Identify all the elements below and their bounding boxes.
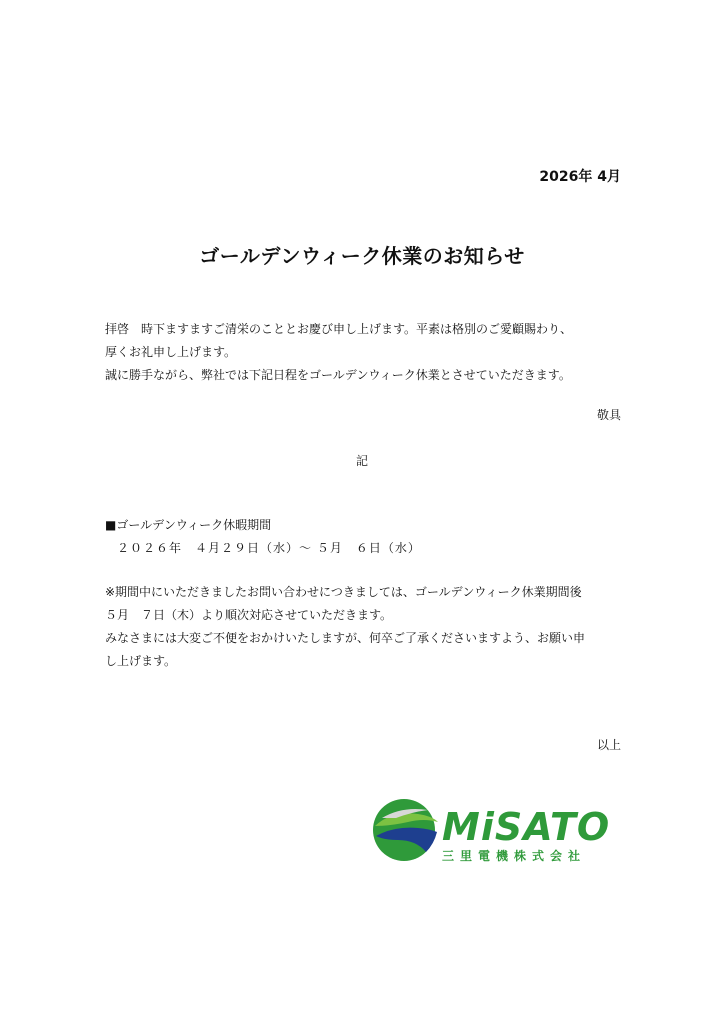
notice-line: し上げます。 — [105, 654, 177, 668]
misato-logo-icon — [372, 796, 622, 866]
greeting-line: 拝啓 時下ますますご清栄のこととお慶び申し上げます。平素は格別のご愛顧賜わり、 — [105, 322, 573, 336]
logo-wordmark: MiSATO — [442, 805, 611, 849]
notice-line: ５月 ７日（木）より順次対応させていただきます。 — [105, 608, 393, 622]
holiday-period-heading: ■ゴールデンウィーク休暇期間 — [105, 518, 272, 532]
document-title: ゴールデンウィーク休業のお知らせ — [199, 244, 525, 268]
closing-ijo: 以上 — [596, 738, 621, 752]
holiday-period-section — [105, 514, 625, 560]
holiday-period-range: ２０２６年 ４月２９日（水）～ ５月 ６日（水） — [117, 541, 421, 555]
greeting-line: 誠に勝手ながら、弊社では下記日程をゴールデンウィーク休業とさせていただきます。 — [105, 368, 571, 382]
greeting-paragraph — [105, 318, 625, 387]
company-logo — [372, 796, 622, 866]
logo-company-name: 三里電機株式会社 — [442, 849, 587, 863]
ki-marker: 記 — [355, 454, 368, 468]
document-date: 2026年 4月 — [539, 169, 621, 185]
notice-line: みなさまには大変ご不便をおかけいたしますが、何卒ご了承くださいますよう、お願い申 — [105, 631, 586, 645]
notice-paragraph — [105, 581, 625, 673]
notice-line: ※期間中にいただきましたお問い合わせにつきましては、ゴールデンウィーク休業期間後 — [105, 585, 582, 599]
greeting-line: 厚くお礼申し上げます。 — [105, 345, 237, 359]
closing-keigu: 敬具 — [596, 408, 621, 422]
